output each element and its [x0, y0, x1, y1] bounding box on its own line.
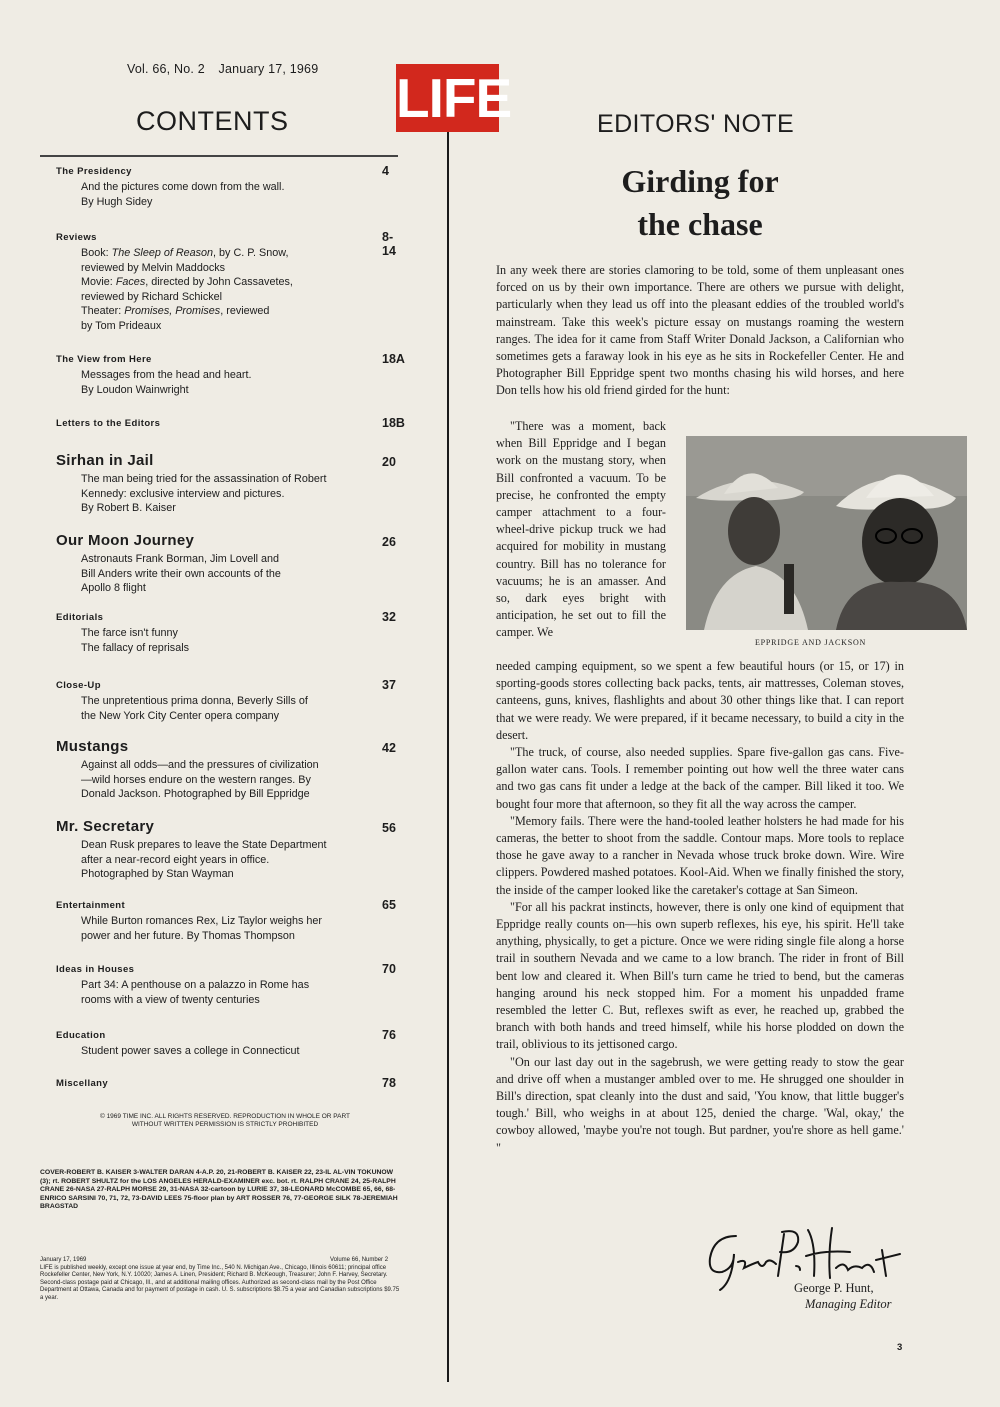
- photo-illustration: [686, 436, 967, 630]
- toc-entry: [56, 532, 406, 596]
- toc-section-title: Reviews: [56, 232, 97, 243]
- toc-description-line: And the pictures come down from the wall.: [81, 181, 285, 193]
- toc-description: [81, 472, 406, 516]
- toc-page-number: 4: [382, 164, 389, 178]
- continuation-paragraph: needed camping equipment, so we spent a few beautiful hours (or 15, or 17) in sporting-goods stores collecting back packs, tents, air mattresses, Coleman stoves, canteens, guns, knives, flashlights and about 30 other things like that. I can report that we were ready. We were prepared, if it became necessary, to build a city in the desert.: [496, 659, 904, 742]
- toc-page-number: 26: [382, 535, 396, 549]
- toc-description: [81, 978, 406, 1007]
- toc-entry: [56, 964, 406, 1007]
- toc-entry: [56, 166, 406, 209]
- toc-description: [81, 758, 406, 802]
- toc-page-number: 18B: [382, 416, 405, 430]
- toc-description: [81, 626, 406, 655]
- toc-description-line: Theater: Promises, Promises, reviewed: [81, 305, 270, 318]
- toc-section-title: Mustangs: [56, 738, 129, 755]
- toc-entry: [56, 818, 406, 882]
- toc-description-line: Bill Anders write their own accounts of the: [81, 567, 281, 580]
- publication-info: LIFE is published weekly, except one issue at year end, by Time Inc., 540 N. Michigan Ave., Chicago, Illinois 60611; principal office Rockefeller Center, New York, N.Y. 10020; James A. Linen, President; Richard B. McKeough, Treasurer; John F. Harvey, Secretary. Second-class postage paid at Chicago, Ill., and at additional mailing offices. Authorized as second-class mail by the Post Office Department at Ottawa, Canada and for payment of postage in cash. U. S. subscriptions $8.75 a year and Canadian subscriptions $9.75 a year.: [40, 1265, 400, 1301]
- toc-description-line: after a near-record eight years in office.: [81, 853, 270, 866]
- page-number: 3: [897, 1342, 903, 1353]
- column-divider: [447, 132, 449, 1382]
- publication-volume: Volume 66, Number 2: [330, 1257, 389, 1263]
- photo-caption: EPPRIDGE AND JACKSON: [755, 638, 867, 647]
- toc-description-line: by Tom Prideaux: [81, 319, 162, 332]
- toc-description-line: Book: The Sleep of Reason, by C. P. Snow,: [81, 247, 289, 259]
- toc-description-line: Movie: Faces, directed by John Cassavetes,: [81, 276, 293, 289]
- toc-section-title: The View from Here: [56, 354, 152, 365]
- toc-description-line: Astronauts Frank Borman, Jim Lovell and: [81, 553, 280, 565]
- toc-page-number: 78: [382, 1076, 396, 1090]
- last-day-paragraph: "On our last day out in the sagebrush, we were getting ready to stow the gear and drive off when a mustanger ambled over to me. He shrugged one shoulder in Bill's direction, spat cleanly into the dust and said, 'You know, that little bugger's tough.' Bill, who weighs in at about 125, denied the charge. 'Wal, okay,' the cowboy allowed, 'maybe you're not tough. But pardner, you're shore as hell game.' ": [496, 1054, 904, 1155]
- contents-heading: CONTENTS: [136, 106, 289, 136]
- toc-section-title: Sirhan in Jail: [56, 452, 154, 469]
- signature-name: George P. Hunt,: [794, 1281, 874, 1295]
- toc-page-number: 37: [382, 678, 396, 692]
- toc-section-title: The Presidency: [56, 166, 132, 177]
- toc-section-title: Editorials: [56, 612, 104, 623]
- toc-section-title: Entertainment: [56, 900, 126, 911]
- truck-paragraph: "The truck, of course, also needed supplies. Spare five-gallon gas cans. Five-gallon water cans. Tools. I remember pointing out how well the three water cans and two gas cans fit under a ledge at the back of the camper. Bill liked it too. We bought four more that afternoon, so they fit all the way across the camper.: [496, 745, 904, 811]
- toc-section-title: Education: [56, 1030, 106, 1041]
- toc-page-number: 8-14: [382, 230, 396, 258]
- toc-description-line: The man being tried for the assassination of Robert: [81, 473, 327, 485]
- toc-description-line: The fallacy of reprisals: [81, 641, 190, 654]
- toc-description-line: —wild horses endure on the western ranges. By: [81, 773, 311, 786]
- volume-number: Vol. 66, No. 2: [127, 62, 205, 76]
- toc-description: [81, 180, 406, 209]
- toc-description-line: The farce isn't funny: [81, 627, 178, 639]
- intro-paragraph: In any week there are stories clamoring to be told, some of them unpleasant ones forced on us by their own importance. There are others we pursue with delight, particularly when they lead us off into the pleasant eddies of the troubled world's mainstream. Take this week's picture essay on mustangs roaming the western ranges. The idea for it came from Staff Writer Donald Jackson, a Californian who sometimes gets a faraway look in his eye as he sits in Rockefeller Center. He and Photographer Bill Eppridge spent two months chasing his wild horses, and here Don tells how his old friend girded for the hunt:: [496, 263, 904, 398]
- life-logo: LIFE: [396, 64, 499, 132]
- toc-entry: [56, 232, 406, 334]
- editors-note-heading: EDITORS' NOTE: [597, 110, 795, 138]
- toc-entry: [56, 738, 406, 802]
- toc-section-title: Miscellany: [56, 1078, 109, 1089]
- toc-description: [81, 552, 406, 596]
- toc-entry: [56, 612, 406, 655]
- toc-description-line: By Loudon Wainwright: [81, 383, 189, 396]
- memory-paragraph: "Memory fails. There were the hand-tooled leather holsters he had made for his cameras, the better to shoot from the saddle. Contour maps. More tools to replace those he gave away to a rancher in Nevada whose truck broke down. Wire. Wire clippers. Powdered mashed potatoes. Kool-Aid. When we finally finished the story, the inside of the camper looked like the caretaker's cottage at San Simeon.: [496, 813, 904, 897]
- photo-credits: COVER-ROBERT B. KAISER 3-WALTER DARAN 4-A.P. 20, 21-ROBERT B. KAISER 22, 23-IL AL-VIN TOKUNOW (3); rt. ROBERT SHULTZ for the LOS ANGELES HERALD-EXAMINER exc. bot. rt. RALPH CRANE 24, 25-RALPH CRANE 26-NASA 27-RALPH MORSE 29, 31-NASA 32-cartoon by LURIE 37, 38-LEONARD McCOMBE 65, 66, 68-ENRICO SARSINI 70, 71, 72, 73-DAVID LEES 75-floor plan by ART ROSSER 76, 77-GEORGE SILK 78-JEREMIAH BRAGSTAD: [40, 1169, 398, 1211]
- toc-section-title: Letters to the Editors: [56, 418, 161, 429]
- toc-description-line: The unpretentious prima donna, Beverly Sills of: [81, 695, 308, 707]
- toc-page-number: 65: [382, 898, 396, 912]
- toc-description-line: Student power saves a college in Connecticut: [81, 1045, 300, 1057]
- toc-description-line: Photographed by Stan Wayman: [81, 868, 234, 881]
- signature-title: Managing Editor: [805, 1297, 892, 1311]
- publication-date: January 17, 1969: [40, 1257, 87, 1263]
- toc-description-line: Messages from the head and heart.: [81, 369, 252, 381]
- headline-line-2: the chase: [637, 206, 763, 242]
- toc-description-line: Kennedy: exclusive interview and pictures.: [81, 487, 285, 500]
- toc-section-title: Close-Up: [56, 680, 101, 691]
- toc-description: [81, 694, 406, 723]
- toc-page-number: 70: [382, 962, 396, 976]
- toc-description-line: rooms with a view of twenty centuries: [81, 993, 260, 1006]
- article-headline: [560, 160, 840, 246]
- toc-page-number: 56: [382, 821, 396, 835]
- toc-description: [81, 838, 406, 882]
- toc-entry: [56, 452, 406, 516]
- toc-entry: [56, 1030, 406, 1059]
- toc-entry: [56, 1078, 406, 1089]
- issue-date: January 17, 1969: [218, 62, 319, 76]
- toc-description-line: power and her future. By Thomas Thompson: [81, 929, 295, 942]
- toc-description-line: Apollo 8 flight: [81, 582, 146, 595]
- headline-line-1: Girding for: [621, 163, 779, 199]
- toc-description-line: By Hugh Sidey: [81, 195, 153, 208]
- toc-description: [81, 246, 406, 334]
- toc-description-line: While Burton romances Rex, Liz Taylor weighs her: [81, 915, 323, 927]
- toc-description-line: Against all odds—and the pressures of civilization: [81, 759, 319, 771]
- toc-description-line: Donald Jackson. Photographed by Bill Eppridge: [81, 788, 310, 801]
- toc-page-number: 20: [382, 455, 396, 469]
- toc-description-line: reviewed by Melvin Maddocks: [81, 261, 226, 274]
- toc-page-number: 18A: [382, 352, 405, 366]
- toc-description-line: Part 34: A penthouse on a palazzo in Rome has: [81, 979, 310, 991]
- toc-section-title: Mr. Secretary: [56, 818, 155, 835]
- toc-page-number: 42: [382, 741, 396, 755]
- toc-page-number: 32: [382, 610, 396, 624]
- toc-entry: [56, 418, 406, 429]
- toc-section-title: Our Moon Journey: [56, 532, 195, 549]
- toc-entry: [56, 900, 406, 943]
- toc-section-title: Ideas in Houses: [56, 964, 135, 975]
- toc-entry: [56, 354, 406, 397]
- toc-entry: [56, 680, 406, 723]
- toc-description-line: reviewed by Richard Schickel: [81, 290, 223, 303]
- toc-description: [81, 1044, 406, 1059]
- article-continuation: [496, 658, 904, 1157]
- toc-description-line: By Robert B. Kaiser: [81, 502, 176, 515]
- side-paragraph: "There was a moment, back when Bill Eppridge and I began work on the mustang story, when Bill confronted a vacuum. To be precise, he confronted the empty camper attachment to a four-wheel-drive pickup truck we had acquired for mobility in mustang country. Bill has no tolerance for vacuums; he is an amasser. And so, dark eyes bright with anticipation, he set out to fill the camper. We: [496, 419, 666, 640]
- contents-rule: [40, 155, 398, 157]
- eppridge-jackson-photo: [686, 436, 967, 630]
- issue-line: [127, 62, 318, 76]
- toc-description-line: Dean Rusk prepares to leave the State Department: [81, 839, 327, 851]
- toc-page-number: 76: [382, 1028, 396, 1042]
- toc-description-line: the New York City Center opera company: [81, 709, 280, 722]
- packrat-paragraph: "For all his packrat instincts, however, there is only one kind of equipment that Eppridge really counts on—his own superb reflexes, his eye, his spirit. He'll take anything, physically, to get a picture. Once we were riding single file along a horse trail in southern Nevada and we came to a low branch. The rider in front of Bill bent low and cleared it. When Bill's turn came he tried to bend, but the cameras hanging around his neck stopped him. For a moment his unpadded frame resembled the letter C. But, reflexes swift as ever, he reached up, grabbed the branch with both hands and treed himself, while his horse plodded on down the trail, oblivious to its jettisoned cargo.: [496, 899, 904, 1052]
- copyright-notice: © 1969 TIME INC. ALL RIGHTS RESERVED. REPRODUCTION IN WHOLE OR PART WITHOUT WRITTEN PERMISSION IS STRICTLY PROHIBITED: [99, 1113, 351, 1128]
- toc-description: [81, 368, 406, 397]
- toc-description: [81, 914, 406, 943]
